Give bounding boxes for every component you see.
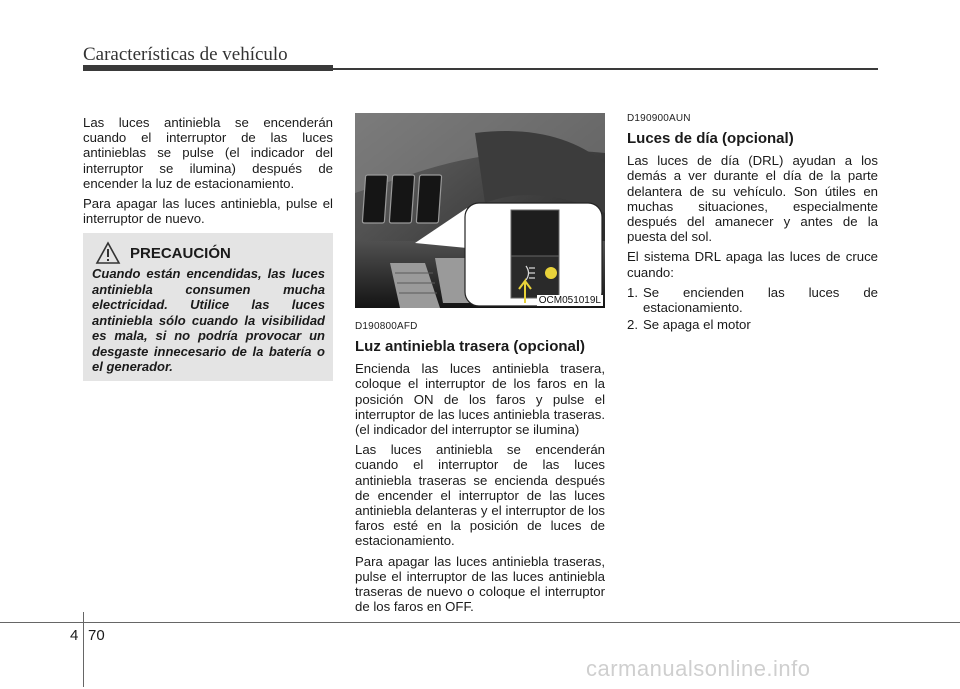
- list-item: 1. Se encienden las luces de estacionamiento.: [627, 284, 878, 316]
- drl-paragraph-2: El sistema DRL apaga las luces de cruce cuando:: [627, 249, 878, 280]
- section-code: D190900AUN: [627, 113, 691, 124]
- rear-fog-paragraph-1: Encienda las luces antiniebla trasera, coloque el interruptor de los faros en la posición ON de los faros y pulse el interruptor de las luces antiniebla traseras. (el indicador del interruptor se ilumina): [355, 361, 605, 438]
- caution-box: [83, 233, 333, 381]
- photo-caption: OCM051019L: [538, 295, 601, 306]
- column-left: [83, 115, 333, 231]
- header-rule-thin: [333, 68, 878, 70]
- column-middle: [355, 319, 605, 619]
- fog-switch-photo: [355, 113, 605, 308]
- warning-triangle-icon: [95, 241, 121, 265]
- header-rule-thick: [83, 65, 333, 71]
- page-section-number: 4: [70, 627, 79, 644]
- section-heading-rear-fog: Luz antiniebla trasera (opcional): [355, 338, 586, 356]
- caution-text: Cuando están encendidas, las luces antiniebla consumen mucha electricidad. Utilice las luces antiniebla sólo cuando la visibilidad es mala, si no podría provocar un desgaste innecesario de la batería o el generador.: [92, 266, 325, 374]
- page-header-title: Características de vehículo: [83, 44, 288, 65]
- caution-title: PRECAUCIÓN: [130, 245, 231, 262]
- section-code: D190800AFD: [355, 321, 418, 332]
- list-item: 2. Se apaga el motor: [627, 317, 751, 333]
- footer-rule: [0, 622, 960, 623]
- watermark: carmanualsonline.info: [586, 656, 811, 681]
- column-right: [627, 111, 878, 334]
- dashboard-switch-illustration: [355, 113, 605, 308]
- drl-paragraph-1: Las luces de día (DRL) ayudan a los demás a ver durante el día de la parte delantera de su vehículo. Son útiles en muchas situaciones, especialmente después del amanecer y antes de la puesta del sol.: [627, 153, 878, 245]
- fog-light-on-paragraph: Las luces antiniebla se encenderán cuando el interruptor de las luces antinieblas se pulse (el indicador del interruptor se ilumina) después de encender la luz de estacionamiento.: [83, 115, 333, 191]
- fog-light-off-paragraph: Para apagar las luces antiniebla, pulse el interruptor de nuevo.: [83, 196, 333, 227]
- rear-fog-paragraph-2: Las luces antiniebla se encenderán cuando el interruptor de las luces antiniebla traseras se encienda después de encender el interruptor de las luces antiniebla delanteras y el interruptor de los faros esté en la posición de luces de estacionamiento.: [355, 442, 605, 549]
- footer-divider: [83, 612, 84, 687]
- page-number: 70: [88, 627, 105, 644]
- section-heading-drl: Luces de día (opcional): [627, 130, 794, 148]
- rear-fog-paragraph-3: Para apagar las luces antiniebla traseras, pulse el interruptor de las luces antiniebla traseras de nuevo o coloque el interruptor de los faros en OFF.: [355, 553, 605, 615]
